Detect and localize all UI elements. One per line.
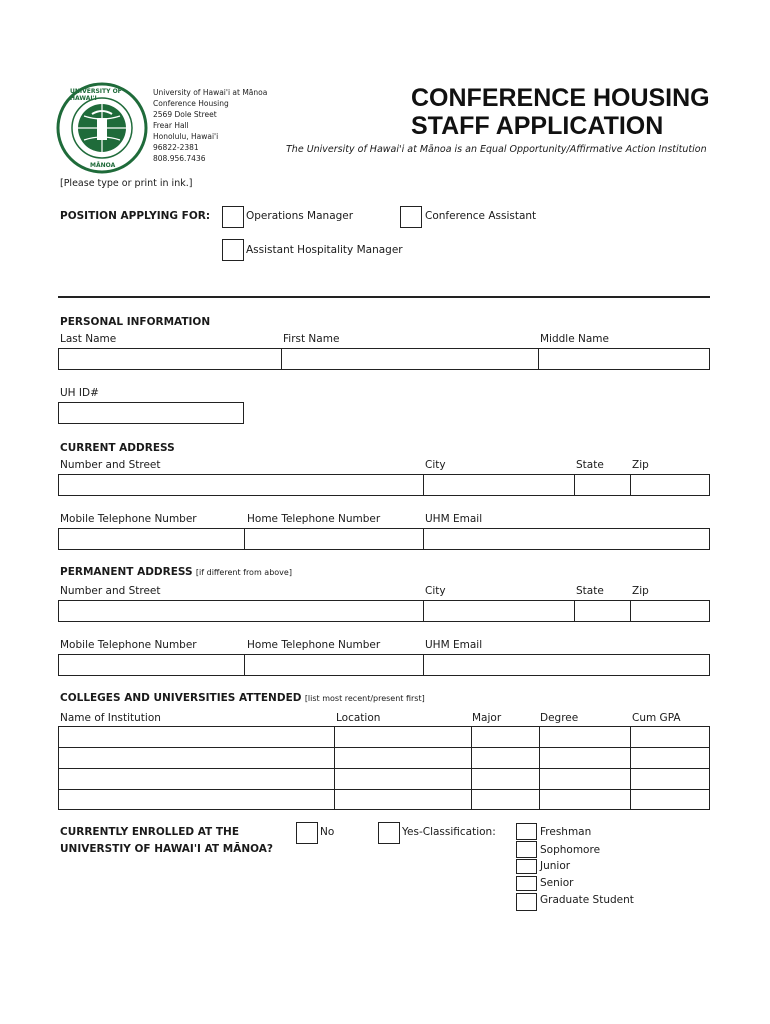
checkbox-enrolled-yes[interactable] [378, 822, 400, 844]
col-gpa-label: Cum GPA [632, 712, 681, 724]
permanent-address-heading [60, 566, 292, 579]
checkbox-graduate-student[interactable] [516, 893, 537, 911]
position-label: POSITION APPLYING FOR: [60, 210, 211, 222]
enrollment-question-line2: UNIVERSTIY OF HAWAI'I AT MĀNOA? [60, 843, 273, 855]
permanent-state-label: State [576, 585, 604, 597]
current-address-heading: CURRENT ADDRESS [60, 442, 175, 454]
current-email-field[interactable] [423, 528, 710, 550]
option-conference-assistant: Conference Assistant [425, 210, 537, 222]
permanent-heading-note: [if different from above] [195, 568, 292, 577]
checkbox-conference-assistant[interactable] [400, 206, 422, 228]
col-major-label: Major [472, 712, 502, 724]
permanent-state-field[interactable] [574, 600, 631, 622]
address-line: Honolulu, Hawai'i [153, 132, 219, 141]
current-city-field[interactable] [423, 474, 575, 496]
checkbox-sophomore[interactable] [516, 841, 537, 858]
form-title-line2: STAFF APPLICATION [411, 112, 664, 140]
checkbox-freshman[interactable] [516, 823, 537, 840]
class-freshman-label: Freshman [540, 826, 592, 838]
permanent-email-label: UHM Email [425, 639, 483, 651]
colleges-heading-text: COLLEGES AND UNIVERSITIES ATTENDED [60, 692, 302, 704]
form-title-line1: CONFERENCE HOUSING [411, 84, 710, 112]
enrollment-question-line1: CURRENTLY ENROLLED AT THE [60, 826, 239, 838]
current-street-field[interactable] [58, 474, 424, 496]
table-row-divider [59, 768, 709, 769]
table-col-divider [471, 727, 472, 809]
col-degree-label: Degree [540, 712, 579, 724]
uh-id-field[interactable] [58, 402, 244, 424]
table-row-divider [59, 747, 709, 748]
current-mobile-label: Mobile Telephone Number [60, 513, 197, 525]
address-line: 96822-2381 [153, 143, 199, 152]
class-graduate-student-label: Graduate Student [540, 894, 634, 906]
ink-instruction: [Please type or print in ink.] [60, 178, 193, 189]
permanent-mobile-field[interactable] [58, 654, 245, 676]
table-row-divider [59, 789, 709, 790]
colleges-table [58, 726, 710, 810]
eoo-statement: The University of Hawai'i at Mānoa is an Equal Opportunity/Affirmative Action Institution [286, 144, 707, 155]
address-line: 808.956.7436 [153, 154, 206, 163]
enrolled-no-label: No [320, 826, 335, 838]
permanent-heading-text: PERMANENT ADDRESS [60, 566, 193, 578]
university-seal [56, 82, 148, 174]
current-zip-label: Zip [632, 459, 649, 471]
class-senior-label: Senior [540, 877, 574, 889]
last-name-field[interactable] [58, 348, 282, 370]
col-institution-label: Name of Institution [60, 712, 161, 724]
section-divider [58, 296, 710, 298]
permanent-home-field[interactable] [244, 654, 424, 676]
permanent-zip-field[interactable] [630, 600, 710, 622]
current-state-label: State [576, 459, 604, 471]
seal-bottom-text: MĀNOA [90, 162, 116, 169]
col-location-label: Location [336, 712, 381, 724]
current-zip-field[interactable] [630, 474, 710, 496]
checkbox-operations-manager[interactable] [222, 206, 244, 228]
current-home-field[interactable] [244, 528, 424, 550]
colleges-heading [60, 692, 425, 705]
current-city-label: City [425, 459, 446, 471]
address-line: 2569 Dole Street [153, 110, 217, 119]
permanent-street-field[interactable] [58, 600, 424, 622]
permanent-email-field[interactable] [423, 654, 710, 676]
table-col-divider [334, 727, 335, 809]
current-email-label: UHM Email [425, 513, 483, 525]
middle-name-label: Middle Name [540, 333, 609, 345]
permanent-mobile-label: Mobile Telephone Number [60, 639, 197, 651]
uh-id-label: UH ID# [60, 387, 99, 399]
address-line: University of Hawai'i at Mānoa [153, 88, 268, 97]
permanent-street-label: Number and Street [60, 585, 161, 597]
checkbox-junior[interactable] [516, 859, 537, 874]
class-sophomore-label: Sophomore [540, 844, 601, 856]
permanent-home-label: Home Telephone Number [247, 639, 381, 651]
current-mobile-field[interactable] [58, 528, 245, 550]
current-home-label: Home Telephone Number [247, 513, 381, 525]
current-street-label: Number and Street [60, 459, 161, 471]
first-name-field[interactable] [281, 348, 539, 370]
checkbox-enrolled-no[interactable] [296, 822, 318, 844]
table-col-divider [630, 727, 631, 809]
middle-name-field[interactable] [538, 348, 710, 370]
colleges-heading-note: [list most recent/present first] [304, 694, 425, 703]
option-operations-manager: Operations Manager [246, 210, 354, 222]
permanent-city-field[interactable] [423, 600, 575, 622]
address-line: Conference Housing [153, 99, 229, 108]
table-col-divider [539, 727, 540, 809]
checkbox-assistant-hospitality-manager[interactable] [222, 239, 244, 261]
permanent-city-label: City [425, 585, 446, 597]
sender-address [153, 87, 267, 164]
last-name-label: Last Name [60, 333, 117, 345]
enrolled-yes-label: Yes-Classification: [402, 826, 496, 838]
current-state-field[interactable] [574, 474, 631, 496]
class-junior-label: Junior [540, 860, 571, 872]
checkbox-senior[interactable] [516, 876, 537, 891]
address-line: Frear Hall [153, 121, 189, 130]
seal-top-text: UNIVERSITY OF HAWAI'I [70, 88, 122, 102]
option-assistant-hospitality-manager: Assistant Hospitality Manager [246, 244, 403, 256]
personal-heading: PERSONAL INFORMATION [60, 316, 211, 328]
first-name-label: First Name [283, 333, 340, 345]
permanent-zip-label: Zip [632, 585, 649, 597]
